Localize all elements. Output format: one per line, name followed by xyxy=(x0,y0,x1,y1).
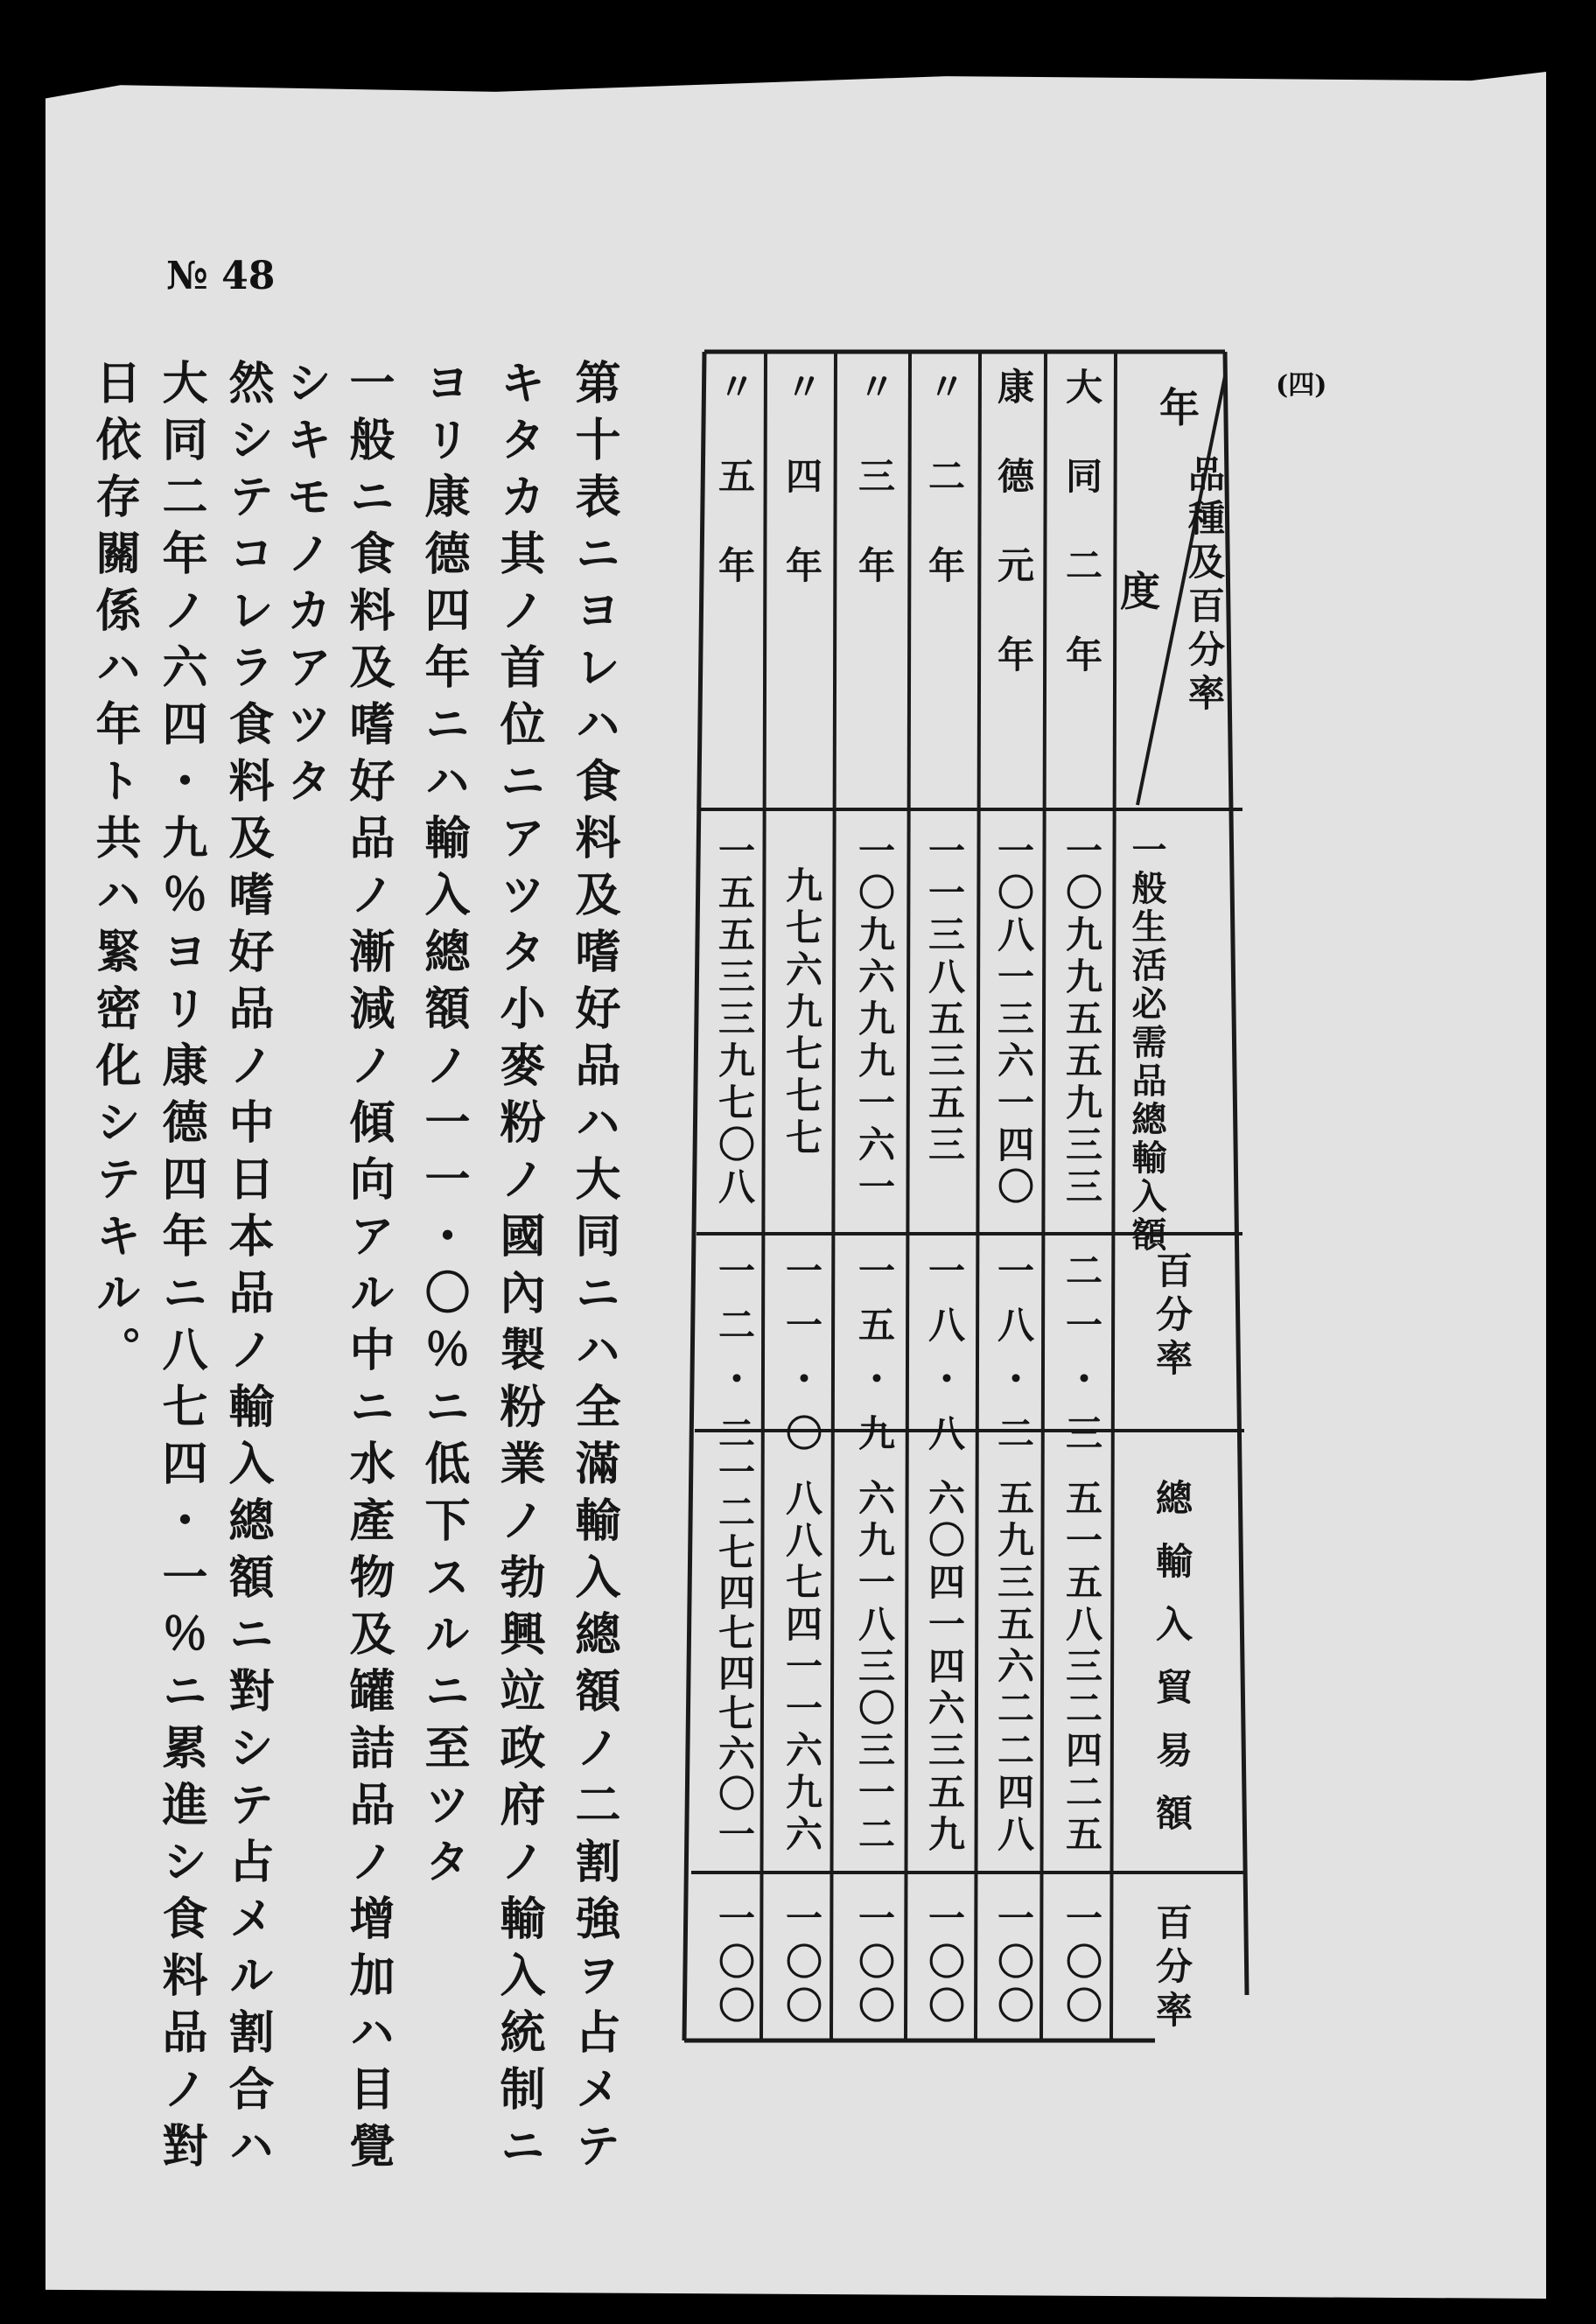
body-column-4: 一般ニ食料及嗜好品ノ漸減ノ傾向アル中ニ水產物及罐詰品ノ增加ハ目覺 xyxy=(341,359,395,2179)
table-cell-total: 五一五八三二四二五 xyxy=(1060,1479,1103,1857)
page-number: № 48 xyxy=(166,254,276,298)
body-column-8: 日依存關係ハ年ト共ハ緊密化シテキル。 xyxy=(88,359,141,1382)
table-cell-necessities: 一〇九六九九一六一 xyxy=(853,831,896,1209)
header-item-label: 品種及百分率 xyxy=(1183,455,1226,718)
table-row-year: 康德元年 xyxy=(992,368,1035,724)
header-year-label: 年 xyxy=(1159,384,1200,431)
table-cell-necessities: 九七六九七七七 xyxy=(780,866,823,1160)
section-mark: (四) xyxy=(1276,370,1327,401)
table-cell-necessities: 一〇八一三六一四〇 xyxy=(992,831,1035,1209)
body-column-1: 第十表ニヨレハ食料及嗜好品ハ大同ニハ全滿輸入總額ノ二割強ヲ占メテ xyxy=(567,359,620,2179)
body-column-2: キタカ其ノ首位ニアツタ小麥粉ノ國內製粉業ノ勃興竝政府ノ輸入統制ニ xyxy=(492,359,545,2179)
table-cell-total-pct: 一〇〇 xyxy=(780,1899,823,2030)
table-cell-necessities: 一一三八五三五三 xyxy=(923,831,966,1167)
table-cell-necessities: 一五五三三九七〇八 xyxy=(713,831,756,1209)
table-cell-total-pct: 一〇〇 xyxy=(853,1899,896,2030)
body-column-7: 大同二年ノ六四・九％ヨリ康德四年ニ八七四・一％ニ累進シ食料品ノ對 xyxy=(154,359,207,2179)
header-total-label: 總輸入貿易額 xyxy=(1151,1479,1194,1857)
table-cell-total-pct: 一〇〇 xyxy=(1060,1899,1103,2030)
body-column-6: 然シテコレラ食料及嗜好品ノ中日本品ノ輸入總額ニ對シテ占メル割合ハ xyxy=(220,359,274,2179)
header-pct-label: 百分率 xyxy=(1151,1251,1194,1382)
table-cell-total-pct: 一〇〇 xyxy=(992,1899,1035,2030)
table-cell-total: 六九一八三〇三一二 xyxy=(853,1479,896,1857)
table-row-year: 〃二年 xyxy=(923,368,966,635)
table-cell-pct: 一五・九 xyxy=(853,1251,896,1468)
table-cell-pct: 二一・三 xyxy=(1060,1251,1103,1468)
body-column-3: ヨリ康德四年ニハ輸入總額ノ一一・〇％ニ低下スルニ至ツタ xyxy=(416,359,470,1894)
table-row-year: 大同二年 xyxy=(1060,368,1103,724)
table-cell-pct: 一一・〇 xyxy=(780,1251,823,1468)
header-necessities-label: 一般生活必需品總輸入額 xyxy=(1126,831,1167,1255)
table-cell-total: 五九三五六二二四八 xyxy=(992,1479,1035,1857)
table-cell-total: 一二七四七四七六〇一 xyxy=(713,1452,756,1855)
table-cell-total-pct: 一〇〇 xyxy=(923,1899,966,2030)
table-cell-total-pct: 一〇〇 xyxy=(713,1899,756,2030)
table-row-year: 〃三年 xyxy=(853,368,896,635)
table-cell-pct: 一八・二 xyxy=(992,1251,1035,1468)
table-row-year: 〃五年 xyxy=(713,368,756,635)
table-cell-pct: 一八・八 xyxy=(923,1251,966,1468)
header-degree-label: 度 xyxy=(1120,568,1160,615)
table-cell-pct: 一二・二 xyxy=(713,1251,756,1468)
table-row-year: 〃四年 xyxy=(780,368,823,635)
body-column-5: シキモノカアツタ xyxy=(278,359,332,814)
table-cell-total: 八八七四一一六九六 xyxy=(780,1479,823,1857)
table-cell-total: 六〇四一四六三五九 xyxy=(923,1479,966,1857)
header-total-pct-label: 百分率 xyxy=(1151,1903,1194,2034)
table-cell-necessities: 一〇九九五五九三三 xyxy=(1060,831,1103,1209)
